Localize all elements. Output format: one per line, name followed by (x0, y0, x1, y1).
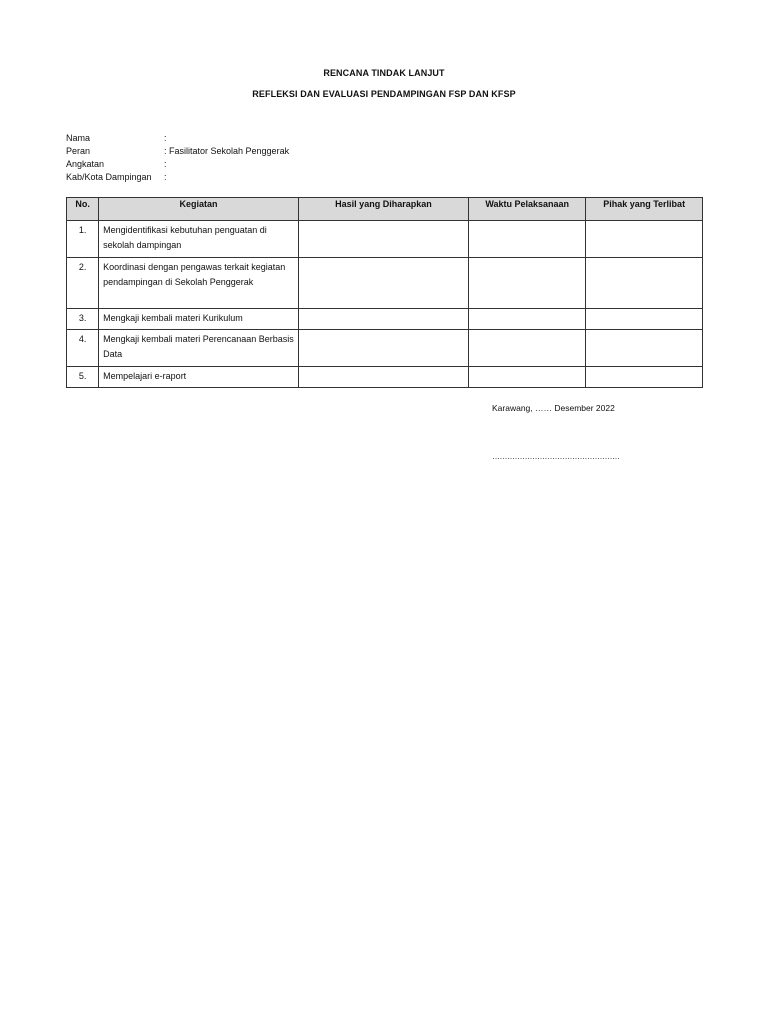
info-row-peran (66, 145, 289, 158)
info-row-nama (66, 132, 289, 145)
table-header-row (67, 198, 703, 221)
info-value: : (164, 172, 167, 182)
cell-waktu (469, 367, 586, 388)
cell-waktu (469, 258, 586, 309)
cell-kegiatan: Mengkaji kembali materi Kurikulum (99, 309, 299, 330)
document-subtitle: REFLEKSI DAN EVALUASI PENDAMPINGAN FSP DAN KFSP (252, 89, 516, 99)
cell-pihak (586, 330, 703, 367)
info-label: Peran (66, 146, 91, 156)
table-row (67, 221, 703, 258)
cell-pihak (586, 221, 703, 258)
table-row (67, 309, 703, 330)
info-label: Angkatan (66, 159, 105, 169)
table-row (67, 258, 703, 309)
info-value: : Fasilitator Sekolah Penggerak (164, 146, 290, 156)
cell-kegiatan: Koordinasi dengan pengawas terkait kegiatan pendampingan di Sekolah Penggerak (99, 258, 299, 309)
cell-pihak (586, 367, 703, 388)
table-row (67, 367, 703, 388)
header-hasil: Hasil yang Diharapkan (298, 198, 468, 221)
header-pihak: Pihak yang Terlibat (586, 198, 703, 221)
cell-pihak (586, 309, 703, 330)
cell-hasil (298, 221, 468, 258)
cell-kegiatan: Mempelajari e-raport (99, 367, 299, 388)
info-label: Nama (66, 133, 91, 143)
identity-block (66, 132, 289, 184)
info-value: : (164, 133, 167, 143)
table-row (67, 330, 703, 367)
cell-kegiatan: Mengkaji kembali materi Perencanaan Berbasis Data (99, 330, 299, 367)
header-kegiatan: Kegiatan (99, 198, 299, 221)
cell-waktu (469, 221, 586, 258)
info-row-kab-kota (66, 171, 289, 184)
cell-hasil (298, 258, 468, 309)
cell-no: 5. (67, 367, 99, 388)
place-date: Karawang, …… Desember 2022 (492, 403, 615, 413)
cell-pihak (586, 258, 703, 309)
cell-hasil (298, 367, 468, 388)
info-label: Kab/Kota Dampingan (66, 172, 152, 182)
header-no: No. (67, 198, 99, 221)
cell-no: 3. (67, 309, 99, 330)
cell-hasil (298, 309, 468, 330)
cell-no: 1. (67, 221, 99, 258)
cell-hasil (298, 330, 468, 367)
cell-waktu (469, 309, 586, 330)
header-waktu: Waktu Pelaksanaan (469, 198, 586, 221)
document-title: RENCANA TINDAK LANJUT (323, 68, 445, 78)
cell-waktu (469, 330, 586, 367)
action-plan-table (66, 197, 703, 388)
info-row-angkatan (66, 158, 289, 171)
cell-kegiatan: Mengidentifikasi kebutuhan penguatan di sekolah dampingan (99, 221, 299, 258)
signature-line: …………………………………………… (492, 452, 620, 461)
cell-no: 2. (67, 258, 99, 309)
cell-no: 4. (67, 330, 99, 367)
info-value: : (164, 159, 167, 169)
